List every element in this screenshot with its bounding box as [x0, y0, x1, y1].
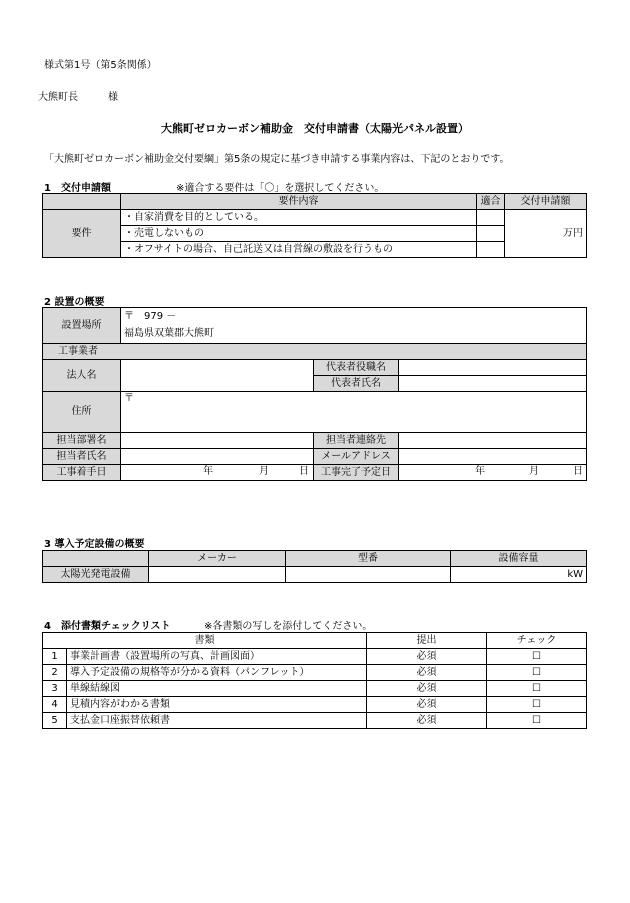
document-name: 導入予定設備の規格等が分かる資料（パンフレット） [67, 665, 367, 681]
table-row [43, 210, 587, 226]
col-capacity: 設備容量 [451, 551, 587, 567]
checkbox[interactable]: ☐ [487, 649, 587, 665]
checkbox[interactable]: ☐ [487, 697, 587, 713]
month-label: 月 [529, 466, 539, 477]
row-number: 5 [43, 713, 67, 729]
rep-title-label: 代表者役職名 [314, 360, 399, 376]
table-header-row [43, 194, 587, 210]
section1-note: ※適合する要件は「〇」を選択してください。 [176, 183, 385, 194]
address-label: 住所 [43, 392, 121, 433]
row-number: 3 [43, 681, 67, 697]
contractor-label: 工事業者 [58, 345, 98, 357]
row-number: 2 [43, 665, 67, 681]
intro-text: 「大熊町ゼロカーボン補助金交付要綱」第5条の規定に基づき申請する事業内容は、下記のとおりです。 [44, 154, 510, 165]
contact-label: 担当者連絡先 [314, 433, 399, 449]
model-field[interactable] [286, 567, 451, 583]
col-submit: 提出 [367, 633, 487, 649]
submit-required: 必須 [367, 665, 487, 681]
table-row [43, 649, 587, 665]
corp-name-field[interactable] [121, 360, 314, 392]
fit-select-2[interactable] [477, 226, 505, 242]
start-date-field[interactable] [121, 465, 314, 481]
table-row [43, 713, 587, 729]
application-amount-table [42, 193, 587, 258]
form-number: 様式第1号（第5条関係） [44, 60, 157, 71]
installation-overview-table [42, 307, 587, 481]
end-date-field[interactable] [399, 465, 587, 481]
submit-required: 必須 [367, 713, 487, 729]
checkbox[interactable]: ☐ [487, 681, 587, 697]
document-name: 支払金口座振替依頼書 [67, 713, 367, 729]
document-name: 単線結線図 [67, 681, 367, 697]
section4-heading: 4 添付書類チェックリスト [44, 621, 171, 632]
address-field[interactable]: 福島県双葉郡大熊町 [121, 325, 587, 344]
year-label: 年 [475, 466, 485, 477]
col-amount: 交付申請額 [505, 194, 587, 210]
requirement-item: ・オフサイトの場合、自己託送又は自営線の敷設を行うもの [121, 242, 477, 258]
col-model: 型番 [286, 551, 451, 567]
col-requirements: 要件内容 [121, 194, 477, 210]
requirements-label: 要件 [43, 210, 121, 258]
corp-name-label: 法人名 [43, 360, 121, 392]
col-check: チェック [487, 633, 587, 649]
dept-field[interactable] [121, 433, 314, 449]
col-fit: 適合 [477, 194, 505, 210]
table-row [43, 665, 587, 681]
person-label: 担当者氏名 [43, 449, 121, 465]
start-date-label: 工事着手日 [43, 465, 121, 481]
end-date-label: 工事完了予定日 [314, 465, 399, 481]
capacity-field[interactable] [451, 567, 587, 583]
dept-label: 担当部署名 [43, 433, 121, 449]
document-title: 大熊町ゼロカーボン補助金 交付申請書（太陽光パネル設置） [161, 122, 469, 135]
requirement-item: ・売電しないもの [121, 226, 477, 242]
contractor-address-field[interactable]: 〒 [121, 392, 587, 433]
rep-name-label: 代表者氏名 [314, 376, 399, 392]
requirement-item: ・自家消費を目的としている。 [121, 210, 477, 226]
fit-select-1[interactable] [477, 210, 505, 226]
col-maker: メーカー [149, 551, 286, 567]
unit-kw: kW [567, 568, 583, 580]
submit-required: 必須 [367, 697, 487, 713]
section1-heading: 1 交付申請額 [44, 183, 111, 194]
equipment-table [42, 550, 587, 583]
checkbox[interactable]: ☐ [487, 713, 587, 729]
row-number: 1 [43, 649, 67, 665]
solar-equipment-label: 太陽光発電設備 [43, 567, 149, 583]
addressee: 大熊町長 様 [38, 92, 118, 103]
col-doc: 書類 [43, 633, 367, 649]
section4-note: ※各書類の写しを添付してください。 [204, 621, 373, 632]
document-name: 事業計画書（設置場所の写真、計画図面） [67, 649, 367, 665]
maker-field[interactable] [149, 567, 286, 583]
submit-required: 必須 [367, 649, 487, 665]
checkbox[interactable]: ☐ [487, 665, 587, 681]
day-label: 日 [573, 466, 583, 477]
section3-heading: 3 導入予定設備の概要 [44, 539, 145, 550]
amount-field[interactable] [505, 210, 587, 258]
rep-title-field[interactable] [399, 360, 587, 376]
table-row [43, 697, 587, 713]
postal-field[interactable]: 〒 979 － [121, 308, 587, 326]
submit-required: 必須 [367, 681, 487, 697]
contractor-header [43, 344, 587, 360]
rep-name-field[interactable] [399, 376, 587, 392]
row-number: 4 [43, 697, 67, 713]
attachment-checklist-table [42, 632, 587, 729]
day-label: 日 [299, 466, 309, 477]
month-label: 月 [259, 466, 269, 477]
unit-man-yen: 万円 [563, 227, 583, 239]
table-row [43, 681, 587, 697]
email-label: メールアドレス [314, 449, 399, 465]
person-field[interactable] [121, 449, 314, 465]
email-field[interactable] [399, 449, 587, 465]
location-label: 設置場所 [43, 308, 121, 344]
contact-field[interactable] [399, 433, 587, 449]
fit-select-3[interactable] [477, 242, 505, 258]
document-name: 見積内容がわかる書類 [67, 697, 367, 713]
year-label: 年 [203, 466, 213, 477]
section2-heading: 2 設置の概要 [44, 297, 105, 308]
